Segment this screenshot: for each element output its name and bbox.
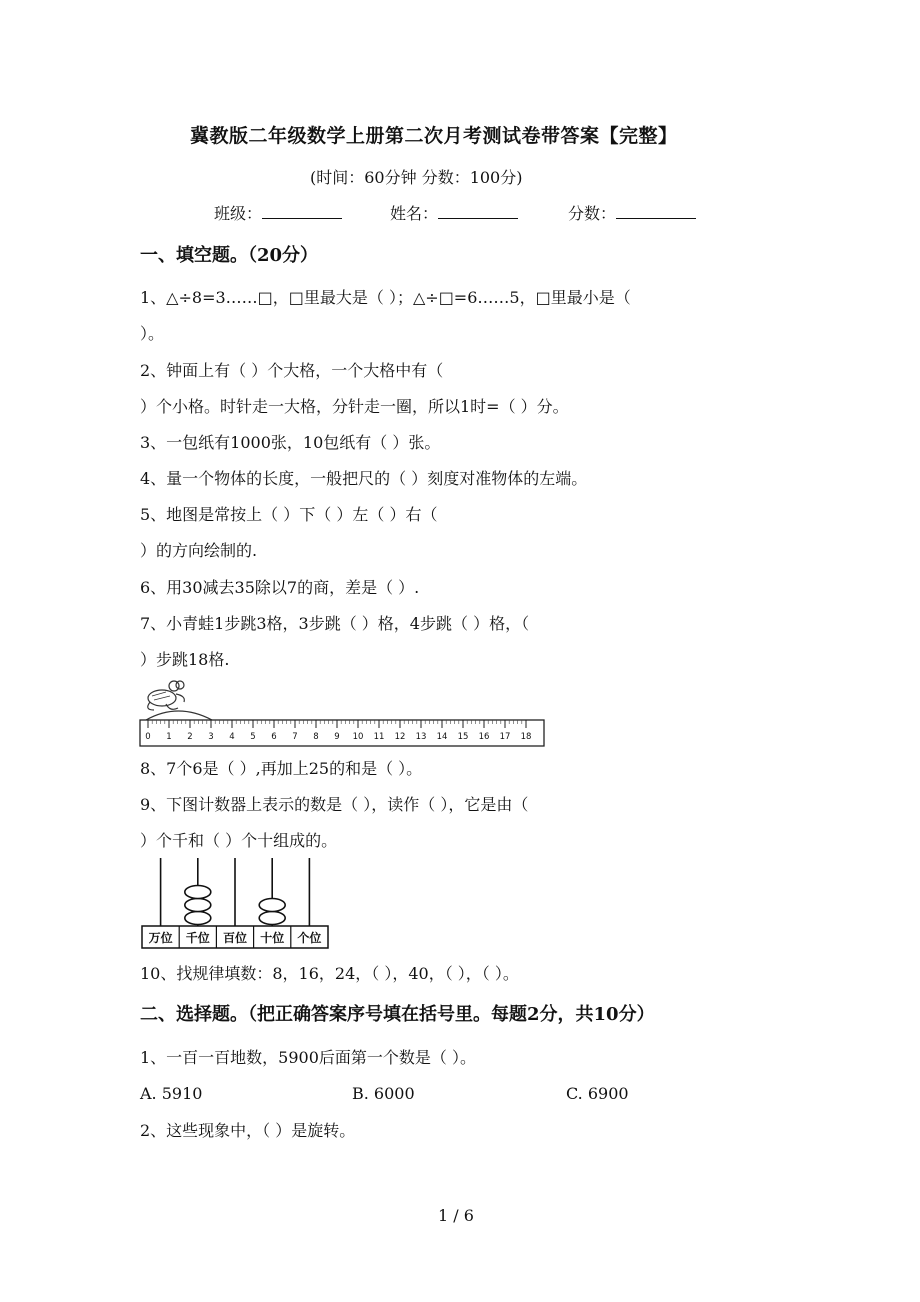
abacus-bead [185, 899, 211, 912]
class-blank[interactable] [262, 204, 342, 219]
name-label: 姓名： [390, 204, 439, 223]
s2-q1-option-b[interactable]: B. 6000 [352, 1084, 415, 1103]
q9-line2: ）个千和（ ）个十组成的。 [140, 831, 338, 850]
page-title: 冀教版二年级数学上册第二次月考测试卷带答案【完整】 [190, 125, 678, 147]
ruler-tick-label: 10 [352, 732, 364, 742]
s2-q1: 1、一百一百地数，5900后面第一个数是（ ）。 [140, 1048, 476, 1067]
q3-line: 3、一包纸有1000张，10包纸有（ ）张。 [140, 433, 441, 452]
q2-line1: 2、钟面上有（ ）个大格，一个大格中有（ [140, 361, 444, 380]
ruler-tick-label: 16 [478, 732, 490, 742]
q1-line1: 1、△÷8=3……□，□里最大是（ ）；△÷□=6……5，□里最小是（ [140, 288, 631, 307]
abacus-place-label: 十位 [260, 931, 285, 945]
abacus-place-label: 百位 [222, 931, 248, 945]
section1-heading: 一、填空题。（20分） [140, 245, 319, 266]
score-field [568, 204, 696, 224]
abacus-place-label: 万位 [148, 931, 173, 945]
ruler-tick-label: 5 [250, 732, 256, 742]
page-number: 1 / 6 [438, 1206, 474, 1225]
q8-line: 8、7个6是（ ）,再加上25的和是（ ）。 [140, 759, 423, 778]
abacus-bead [259, 899, 285, 912]
time-score-info: (时间：60分钟 分数：100分) [310, 168, 523, 187]
q6-line: 6、用30减去35除以7的商，差是（ ）. [140, 578, 420, 597]
score-blank[interactable] [616, 204, 696, 219]
ruler-tick-label: 15 [457, 732, 469, 742]
q2-line2: ）个小格。时针走一大格，分针走一圈，所以1时=（ ）分。 [140, 397, 569, 416]
abacus-place-label: 个位 [297, 931, 322, 945]
s2-q2: 2、这些现象中，（ ）是旋转。 [140, 1121, 356, 1140]
abacus-place-label: 千位 [185, 931, 210, 945]
q5-line1: 5、地图是常按上（ ）下（ ）左（ ）右（ [140, 505, 438, 524]
ruler-tick-label: 6 [271, 732, 277, 742]
name-field [390, 204, 518, 224]
ruler-tick-label: 17 [499, 732, 511, 742]
ruler-tick-label: 11 [373, 732, 385, 742]
ruler-tick-label: 3 [208, 732, 214, 742]
abacus-bead [259, 912, 285, 925]
ruler-tick-label: 0 [145, 732, 151, 742]
ruler-tick-label: 18 [520, 732, 532, 742]
abacus-bead [185, 886, 211, 899]
score-label: 分数： [568, 204, 617, 223]
class-field [214, 204, 342, 224]
ruler-tick-label: 13 [415, 732, 427, 742]
ruler-tick-label: 4 [229, 732, 235, 742]
frog-icon [148, 681, 185, 710]
q5-line2: ）的方向绘制的. [140, 541, 258, 560]
ruler-tick-label: 2 [187, 732, 193, 742]
ruler-tick-label: 12 [394, 732, 406, 742]
ruler-tick-label: 9 [334, 732, 340, 742]
q7-line2: ）步跳18格. [140, 650, 230, 669]
q7-line1: 7、小青蛙1步跳3格，3步跳（ ）格，4步跳（ ）格，（ [140, 614, 530, 633]
class-label: 班级： [214, 204, 263, 223]
s2-q1-option-a[interactable]: A. 5910 [140, 1084, 203, 1103]
abacus-bead [185, 912, 211, 925]
ruler-tick-label: 1 [166, 732, 172, 742]
frog-ruler-figure [136, 676, 548, 750]
q9-line1: 9、下图计数器上表示的数是（ ），读作（ ），它是由（ [140, 795, 529, 814]
ruler-tick-label: 7 [292, 732, 298, 742]
name-blank[interactable] [438, 204, 518, 219]
s2-q1-option-c[interactable]: C. 6900 [566, 1084, 629, 1103]
ruler-tick-label: 8 [313, 732, 319, 742]
q4-line: 4、量一个物体的长度，一般把尺的（ ）刻度对准物体的左端。 [140, 469, 588, 488]
abacus-figure [138, 856, 332, 952]
q10-line: 10、找规律填数：8，16，24，（ ），40，（ ），（ ）。 [140, 964, 519, 983]
q1-line2: ）。 [140, 324, 165, 343]
section2-heading: 二、选择题。（把正确答案序号填在括号里。每题2分，共10分） [140, 1004, 655, 1025]
jump-arc [146, 711, 212, 720]
ruler-tick-label: 14 [436, 732, 448, 742]
